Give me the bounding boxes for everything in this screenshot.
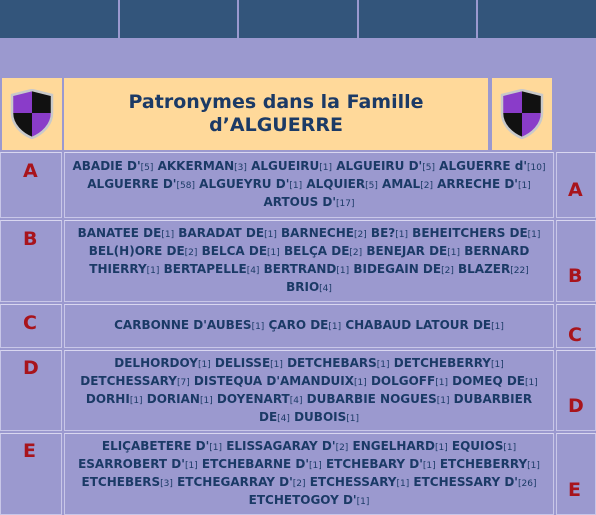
section-letter[interactable]: A [23,160,38,182]
surname-count: [1] [209,443,223,453]
surname-count: [22] [510,266,529,276]
letter-cell-left [0,304,62,348]
surname-count: [2] [292,479,306,489]
surname-count: [1] [264,230,277,240]
surname-count: [1] [319,163,333,173]
title-line-1: Patronymes dans la Famille [128,91,424,113]
names-cell [64,220,554,302]
page-header [0,78,556,150]
surname-link[interactable]: ARRECHE D' [437,177,518,191]
section-row-a [0,152,596,218]
surname-link[interactable]: ETCHEBARY D' [325,457,423,471]
surname-link[interactable]: DORHI [85,391,130,406]
surname-link[interactable]: ELISSAGARAY D' [226,439,336,453]
surname-count: [17] [336,199,355,209]
surname-count: [2] [349,248,363,258]
surname-link[interactable]: ABADIE D' [72,159,141,173]
title-line-2: d’ALGUERRE [209,114,343,136]
nav-tab-5[interactable] [478,0,596,38]
surname-link[interactable]: BARADAT DE [178,226,265,240]
surname-link[interactable]: BE? [370,226,396,240]
surname-link[interactable]: ENGELHARD [352,439,435,453]
surname-link[interactable]: BANATEE DE [77,226,162,240]
surname-link[interactable]: DUBARBIE NOGUES [306,391,437,406]
surname-link[interactable]: BELCA DE [201,244,268,258]
surname-count: [1] [346,413,360,424]
section-row-d [0,350,596,431]
surname-count: [1] [354,377,367,388]
surname-count: [1] [267,248,280,258]
letter-cell-right [556,433,596,515]
surname-count: [1] [270,359,283,370]
surname-count: [1] [436,395,450,406]
surname-count: [5] [422,163,435,173]
surname-link[interactable]: CHABAUD LATOUR DE [345,318,492,332]
letter-cell-left [0,152,62,218]
surname-count: [4] [289,395,303,406]
surname-link[interactable]: BELÇA DE [283,244,350,258]
surname-link[interactable]: DELHORDOY [114,355,198,370]
surname-count: [1] [422,461,436,471]
surname-count: [4] [246,266,260,276]
surname-count: [1] [434,443,448,453]
surname-count: [1] [517,181,531,191]
shield-icon [499,89,545,139]
section-letter[interactable]: E [568,479,581,501]
surname-link[interactable]: BEL(H)ORE DE [88,244,185,258]
surname-link[interactable]: DORIAN [146,391,200,406]
section-letter[interactable]: D [23,357,39,379]
names-cell [64,433,554,515]
surname-count: [1] [490,359,504,370]
surname-link[interactable]: AMAL [382,177,421,191]
surname-count: [26] [517,479,537,489]
surname-link[interactable]: ETCHEGARRAY D' [177,475,293,489]
letter-cell-left [0,220,62,302]
surname-count: [1] [435,377,448,388]
surname-link[interactable]: ÇARO DE [268,318,329,332]
shield-icon [9,89,55,139]
surname-count: [4] [277,413,290,424]
surname-link[interactable]: BIDEGAIN DE [353,262,442,276]
nav-tab-4[interactable] [359,0,477,38]
surname-count: [5] [365,181,378,191]
surname-count: [1] [503,443,517,453]
surname-count: [1] [328,322,342,332]
letter-cell-right [556,220,596,302]
surname-link[interactable]: ETCHEBERS [81,475,161,489]
section-letter[interactable]: B [568,265,583,287]
names-cell [64,350,554,431]
surname-count: [4] [319,284,332,294]
surname-count: [1] [527,461,540,471]
surname-link[interactable]: BEHEITCHERS DE [412,226,528,240]
surname-link[interactable]: DOMEQ DE [452,373,525,388]
surname-link[interactable]: EQUIOS [451,439,504,453]
surname-count: [1] [197,359,211,370]
surname-link[interactable]: ELIÇABETERE D' [101,439,210,453]
surname-link[interactable]: ETCHEBARNE D' [201,457,310,471]
letter-cell-left [0,350,62,431]
surname-count: [1] [395,230,408,240]
surname-link[interactable]: ETCHESSARY D' [413,475,518,489]
section-letter[interactable]: D [568,395,584,417]
surname-count: [1] [491,322,504,332]
surname-count: [1] [251,322,265,332]
surname-count: [2] [184,248,198,258]
surname-link[interactable]: ALGUEIRU D' [336,159,423,173]
surname-link[interactable]: BERTRAND [263,262,337,276]
surname-link[interactable]: ALQUIER [306,177,366,191]
letter-cell-right [556,350,596,431]
nav-tab-2[interactable] [120,0,238,38]
section-row-b [0,220,596,302]
surname-link[interactable]: ARTOUS D' [263,195,337,209]
surname-count: [7] [176,377,190,388]
surname-count: [2] [353,230,367,240]
letter-cell-left [0,433,62,515]
surname-count: [3] [234,163,247,173]
surname-count: [1] [146,266,160,276]
surname-link[interactable]: BERNARD THIERRY [89,244,530,276]
shield-cell-left [2,78,62,150]
surname-link[interactable]: AKKERMAN [157,159,235,173]
surname-count: [58] [176,181,195,191]
nav-tab-3[interactable] [239,0,357,38]
surname-count: [2] [441,266,454,276]
names-cell [64,304,554,348]
surname-link[interactable]: DOYENART [216,391,290,406]
surname-link[interactable]: ESARROBERT D' [78,457,185,471]
surname-link[interactable]: ALGUEIRU [251,159,320,173]
surname-count: [1] [376,359,390,370]
surname-link[interactable]: ETCHESSARY [309,475,397,489]
letter-cell-right [556,304,596,348]
section-letter[interactable]: C [568,324,582,346]
surname-count: [1] [524,377,538,388]
surname-link[interactable]: BLAZER [458,262,511,276]
surname-link[interactable]: BRIO [286,280,320,294]
names-cell [64,152,554,218]
surname-link[interactable]: DETCHEBARS [287,355,377,370]
surname-link[interactable]: DUBOIS [294,409,347,424]
surname-link[interactable]: DISTEQUA D'AMANDUIX [193,373,354,388]
surname-count: [1] [199,395,213,406]
section-letter[interactable]: B [23,228,38,250]
section-letter[interactable]: E [23,440,36,462]
section-row-c [0,304,596,348]
section-letter[interactable]: C [23,312,37,334]
surname-link[interactable]: ETCHEBERRY [439,457,528,471]
surname-count: [5] [140,163,154,173]
surname-count: [2] [420,181,433,191]
surname-count: [10] [527,163,546,173]
surname-link[interactable]: ALGUERRE d' [439,159,528,173]
nav-tab-1[interactable] [0,0,118,38]
surname-link[interactable]: DETCHESSARY [80,373,177,388]
surname-link[interactable]: CARBONNE D'AUBES [114,318,252,332]
surname-link[interactable]: ALGUERRE D' [87,177,177,191]
surname-count: [1] [289,181,303,191]
shield-cell-right [492,78,552,150]
top-navigation-bar [0,0,596,38]
surname-count: [2] [335,443,349,453]
surname-count: [1] [447,248,460,258]
surname-link[interactable]: DELISSE [214,355,271,370]
surname-link[interactable]: BENEJAR DE [366,244,448,258]
surname-link[interactable]: DETCHEBERRY [393,355,491,370]
surname-link[interactable]: DOLGOFF [370,373,436,388]
surname-link[interactable]: BARNECHE [281,226,354,240]
surname-link[interactable]: DUBARBIER DE [258,391,533,424]
surname-count: [1] [129,395,143,406]
page-title [64,78,488,150]
surname-count: [1] [527,230,541,240]
surname-count: [1] [356,497,370,507]
section-letter[interactable]: A [568,179,583,201]
surname-count: [1] [184,461,198,471]
surname-count: [1] [396,479,410,489]
surname-link[interactable]: BERTAPELLE [163,262,247,276]
surname-count: [3] [160,479,173,489]
surname-link[interactable]: ETCHETOGOY D' [248,493,357,507]
surname-count: [1] [161,230,175,240]
surname-link[interactable]: ALGUEYRU D' [199,177,290,191]
surname-count: [1] [336,266,350,276]
surname-count: [1] [309,461,322,471]
section-row-e [0,433,596,515]
letter-cell-right [556,152,596,218]
